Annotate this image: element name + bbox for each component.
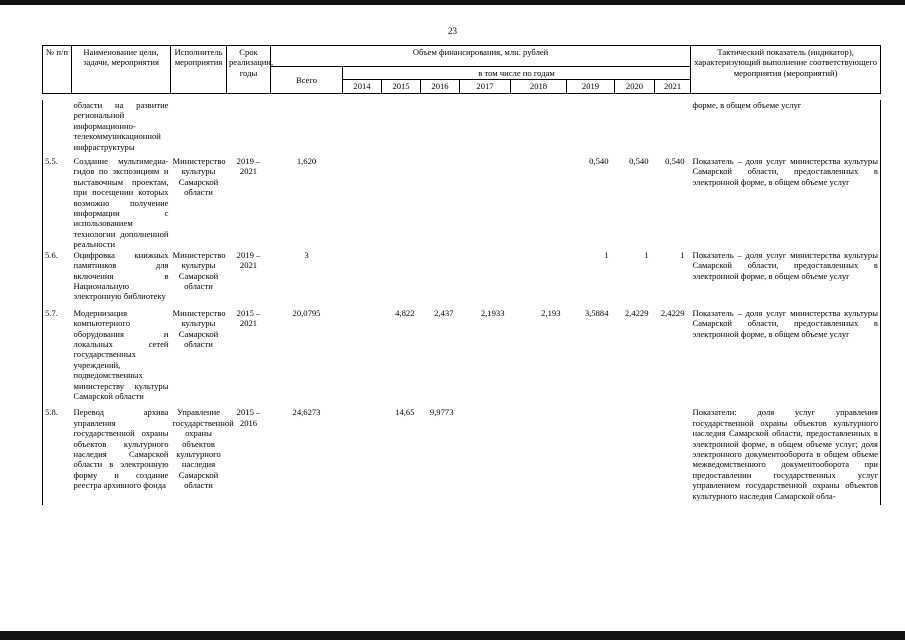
- row-year-value: 2,1933: [480, 307, 505, 318]
- row-year-value: [421, 156, 460, 250]
- table-row: [43, 100, 881, 156]
- row-executor: [171, 100, 227, 156]
- row-year-value: [421, 250, 460, 308]
- row-name: Модернизация компьютерного оборудования и локальных сетей государственных учреждений, подведомственных министерству культуры Самарской области: [73, 307, 169, 401]
- header-by-years: в том числе по годам: [343, 67, 691, 80]
- row-year-value: [511, 156, 567, 250]
- row-year-value: [343, 156, 382, 250]
- header-year: 2016: [421, 80, 460, 93]
- row-term: 2015 – 2021: [236, 307, 261, 329]
- table-row: [43, 308, 881, 408]
- row-indicator: Показатели: доля услуг управления государственной охраны объектов культурного наследия Самарской области, предоставленных в электронной форме, в общем объеме услуг; доля электронного документооборота в общем объеме межведомственного документооборота при предоставлении государственных услуг управлением государственной охраны объектов культурного наследия Самарской обла-: [691, 407, 881, 505]
- row-year-value: [382, 100, 421, 156]
- header-funding: Объем финансирования, млн. рублей: [271, 46, 691, 67]
- row-term: 2019 – 2021: [236, 249, 261, 271]
- row-indicator: Показатель – доля услуг министерства культуры Самарской области, предоставленных в электронной форме, в общем объеме услуг: [691, 156, 881, 250]
- header-term: Срок реализации, годы: [227, 46, 271, 94]
- row-name: Оцифровка книжных памятников для включения в Национальную электронную библиотеку: [73, 249, 169, 302]
- header-year: 2014: [343, 80, 382, 93]
- row-year-value: [511, 250, 567, 308]
- row-year-value: [615, 100, 655, 156]
- row-year-value: 2,193: [541, 307, 561, 318]
- row-year-value: 2,4229: [624, 307, 649, 318]
- row-name: области на развитие региональной информационно-телекоммуникационной инфраструктуры: [73, 100, 169, 152]
- row-number: [43, 100, 72, 156]
- row-executor: Министерство культуры Самарской области: [172, 156, 226, 198]
- row-year-value: 9,9773: [429, 407, 454, 418]
- row-indicator: форме, в общем объеме услуг: [691, 100, 881, 156]
- row-term: [227, 100, 271, 156]
- row-year-value: [460, 250, 511, 308]
- row-year-value: [421, 100, 460, 156]
- row-total: 24,6273: [292, 407, 321, 418]
- row-number: 5.7.: [43, 308, 72, 408]
- row-year-value: 0,540: [665, 156, 685, 167]
- header-executor: Исполнитель мероприятия: [171, 46, 227, 94]
- row-year-value: 4,822: [395, 307, 415, 318]
- row-year-value: [343, 100, 382, 156]
- row-year-value: [343, 250, 382, 308]
- header-year: 2017: [460, 80, 511, 93]
- table-row: [43, 156, 881, 250]
- row-name: Перевод архива управления государственной охраны объектов культурного наследия Самарской области в электронную форму и создание реестра архивного фонда: [73, 407, 169, 491]
- table-body: [42, 100, 881, 505]
- row-total: 3: [304, 249, 309, 260]
- row-indicator: Показатель – доля услуг министерства культуры Самарской области, предоставленных в электронной форме, в общем объеме услуг: [691, 308, 881, 408]
- row-year-value: 3,5884: [584, 307, 609, 318]
- header-year: 2019: [567, 80, 615, 93]
- row-year-value: [511, 100, 567, 156]
- table-row: [43, 250, 881, 308]
- row-year-value: [511, 407, 567, 505]
- row-total: 1,620: [296, 156, 317, 167]
- table-row: [43, 407, 881, 505]
- row-year-value: [655, 407, 691, 505]
- header-indicator: Тактический показатель (индикатор), характеризующий выполнение соответствующего мероприятия (мероприятий): [691, 46, 881, 94]
- row-executor: Министерство культуры Самарской области: [172, 307, 226, 349]
- row-total: [271, 100, 343, 156]
- header-no: № п/п: [43, 46, 72, 94]
- row-executor: Управление государственной охраны объектов культурного наследия Самарской области: [172, 407, 234, 491]
- row-year-value: 1: [644, 249, 649, 260]
- row-year-value: 14,65: [395, 407, 415, 418]
- row-number: 5.8.: [43, 407, 72, 505]
- row-year-value: 0,540: [629, 156, 649, 167]
- row-year-value: [567, 407, 615, 505]
- row-year-value: [382, 250, 421, 308]
- row-year-value: [343, 407, 382, 505]
- row-year-value: 1: [680, 249, 685, 260]
- header-year: 2015: [382, 80, 421, 93]
- row-number: 5.5.: [43, 156, 72, 250]
- row-executor: Министерство культуры Самарской области: [172, 249, 226, 291]
- row-year-value: [460, 156, 511, 250]
- page-number: 23: [448, 26, 457, 36]
- table-header: [42, 45, 881, 94]
- row-year-value: 2,437: [434, 307, 454, 318]
- row-year-value: 0,540: [589, 156, 609, 167]
- header-year: 2020: [615, 80, 655, 93]
- row-year-value: [460, 407, 511, 505]
- row-year-value: [343, 308, 382, 408]
- row-total: 20,0795: [292, 307, 321, 318]
- row-year-value: [655, 100, 691, 156]
- header-name: Наименование цели, задачи, мероприятия: [72, 46, 171, 94]
- row-indicator: Показатель – доля услуг министерства культуры Самарской области, предоставленных в электронной форме, в общем объеме услуг: [691, 250, 881, 308]
- row-year-value: 2,4229: [660, 307, 685, 318]
- row-number: 5.6.: [43, 250, 72, 308]
- header-year: 2021: [655, 80, 691, 93]
- row-year-value: 1: [604, 249, 609, 260]
- row-year-value: [460, 100, 511, 156]
- scan-edge-top: [0, 0, 905, 5]
- header-year: 2018: [511, 80, 567, 93]
- row-year-value: [382, 156, 421, 250]
- row-term: 2019 – 2021: [236, 156, 261, 177]
- header-total: Всего: [271, 67, 343, 94]
- row-name: Создание мультимедиа-гидов по экспозициям и выставочным проектам, при посещении которых возможно получение информации с использованием технологии дополненной реальности: [73, 156, 169, 250]
- row-term: 2015 – 2016: [236, 407, 261, 428]
- scan-edge-bottom: [0, 631, 905, 640]
- row-year-value: [615, 407, 655, 505]
- row-year-value: [567, 100, 615, 156]
